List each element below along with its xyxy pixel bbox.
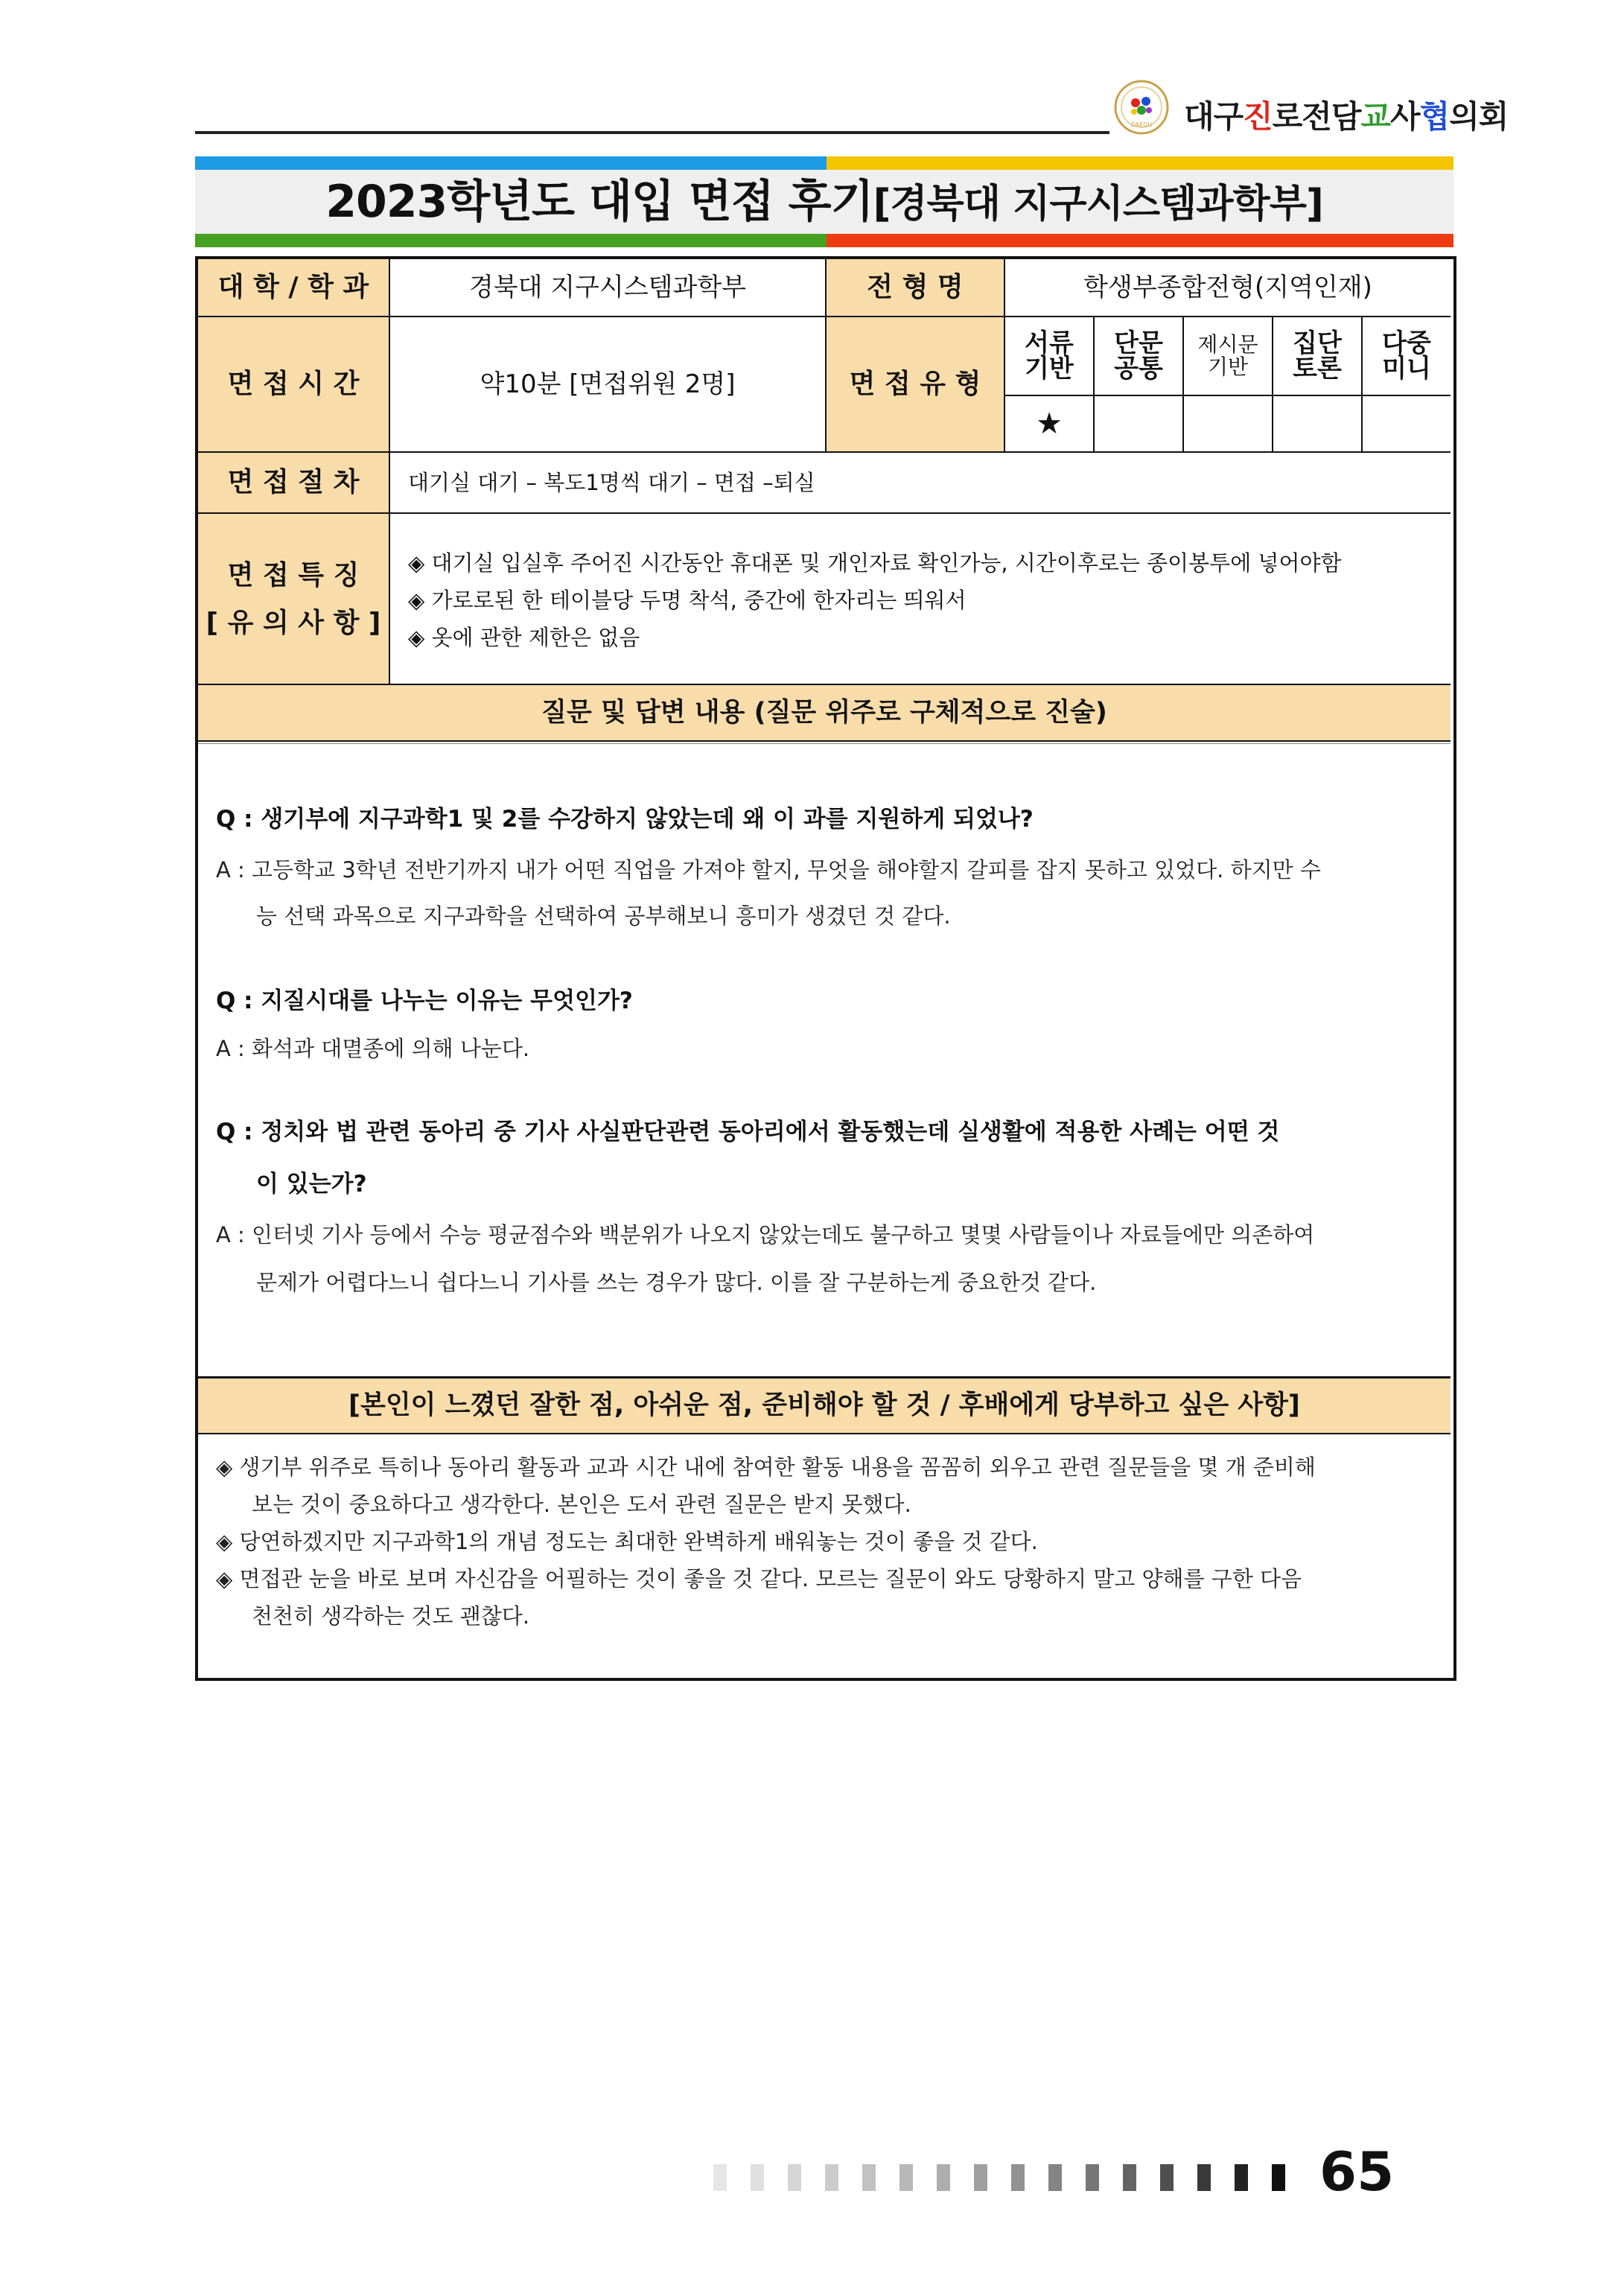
advice-section-header: [본인이 느꼈던 잘한 점, 아쉬운 점, 준비해야 할 것 / 후배에게 당부하고 싶은 사항] bbox=[348, 1390, 1300, 1420]
svg-text:DAEGU: DAEGU bbox=[1130, 121, 1153, 128]
page-marker-square bbox=[937, 2164, 950, 2191]
advice-item-cont: 보는 것이 중요하다고 생각한다. 본인은 도서 관련 질문은 받지 못했다. bbox=[252, 1492, 911, 1517]
page-marker-square bbox=[1011, 2164, 1025, 2191]
table-rule bbox=[198, 743, 1451, 744]
kind-label: 면 접 유 형 bbox=[849, 369, 981, 399]
type-value: 학생부종합전형(지역인재) bbox=[1083, 273, 1372, 302]
question-3-cont: 이 있는가? bbox=[256, 1171, 367, 1198]
org-name-part: 사 bbox=[1390, 98, 1420, 135]
org-name-part: 협 bbox=[1419, 98, 1450, 135]
question-2: Q : 지질시대를 나누는 이유는 무엇인가? bbox=[216, 988, 633, 1014]
kind-option-passage bbox=[1184, 334, 1272, 378]
qa-section-header: 질문 및 답변 내용 (질문 위주로 구체적으로 진술) bbox=[541, 698, 1107, 728]
kind-option-line: 제시문 bbox=[1197, 332, 1258, 357]
org-name-part: 교 bbox=[1360, 98, 1391, 135]
feature-item: ◈ 가로로된 한 테이블당 두명 착석, 중간에 한자리는 띄워서 bbox=[408, 588, 967, 613]
page-title bbox=[195, 170, 1453, 234]
time-value: 약10분 [면접위원 2명] bbox=[480, 369, 736, 399]
procedure-value: 대기실 대기 – 복도1명씩 대기 – 면접 –퇴실 bbox=[408, 470, 815, 495]
org-name-part: 대구 bbox=[1184, 98, 1244, 135]
advice-item-cont: 천천히 생각하는 것도 괜찮다. bbox=[252, 1603, 530, 1629]
page-marker-square bbox=[825, 2164, 838, 2191]
kind-option-short-common bbox=[1095, 328, 1182, 384]
kind-option-line: 미니 bbox=[1382, 354, 1431, 384]
kind-option-line: 단문 bbox=[1114, 328, 1163, 358]
page-title-main: 2023학년도 대입 면접 후기 bbox=[325, 176, 873, 228]
page-title-sub: [경북대 지구시스템과학부] bbox=[873, 182, 1323, 226]
question-3: Q : 정치와 법 관련 동아리 중 기사 사실판단관련 동아리에서 활동했는데 실생활에 적용한 사례는 어떤 것 bbox=[216, 1119, 1280, 1145]
page-marker-square bbox=[751, 2164, 764, 2191]
kind-option-line: 다중 bbox=[1382, 328, 1431, 358]
answer-1-line: 능 선택 과목으로 지구과학을 선택하여 공부해보니 흥미가 생겼던 것 같다. bbox=[256, 903, 951, 929]
type-label: 전 형 명 bbox=[867, 272, 964, 302]
features-sublabel: [ 유 의 사 항 ] bbox=[206, 608, 381, 638]
kind-option-line: 토론 bbox=[1293, 354, 1342, 384]
org-name-part: 로전담 bbox=[1272, 98, 1361, 135]
label-cell-bg bbox=[198, 514, 390, 684]
page-marker-square bbox=[1235, 2164, 1248, 2191]
kind-option-docs bbox=[1005, 328, 1093, 384]
advice-item: ◈ 생기부 위주로 특히나 동아리 활동과 교과 시간 내에 참여한 활동 내용을 꼼꼼히 외우고 관련 질문들을 몇 개 준비해 bbox=[216, 1454, 1316, 1480]
time-label: 면 접 시 간 bbox=[227, 369, 360, 399]
advice-item: ◈ 면접관 눈을 바로 보며 자신감을 어필하는 것이 좋을 것 같다. 모르는 질문이 와도 당황하지 말고 양해를 구한 다음 bbox=[216, 1566, 1302, 1591]
page-marker-square bbox=[1272, 2164, 1285, 2191]
page-marker-square bbox=[899, 2164, 913, 2191]
title-bar-yellow bbox=[827, 156, 1453, 170]
advice-item: ◈ 당연하겠지만 지구과학1의 개념 정도는 최대한 완벽하게 배워놓는 것이 좋을 것 같다. bbox=[216, 1529, 1038, 1554]
org-name bbox=[1184, 92, 1508, 137]
answer-1-line: A : 고등학교 3학년 전반기까지 내가 어떤 직업을 가져야 할지, 무엇을 해야할지 갈피를 잡지 못하고 있었다. 하지만 수 bbox=[216, 857, 1321, 883]
page-marker-square bbox=[862, 2164, 876, 2191]
univ-label: 대 학 / 학 과 bbox=[217, 272, 369, 302]
kind-mark: ★ bbox=[1036, 407, 1063, 441]
answer-2-line: A : 화석과 대멸종에 의해 나눈다. bbox=[216, 1036, 530, 1061]
kind-option-line: 집단 bbox=[1293, 328, 1342, 358]
page-marker-square bbox=[974, 2164, 987, 2191]
page-marker-square bbox=[1048, 2164, 1062, 2191]
table-rule bbox=[198, 740, 1451, 742]
answer-3-line: A : 인터넷 기사 등에서 수능 평균점수와 백분위가 나오지 않았는데도 불구하고 몇몇 사람들이나 자료들에만 의존하여 bbox=[216, 1222, 1315, 1247]
question-1: Q : 생기부에 지구과학1 및 2를 수강하지 않았는데 왜 이 과를 지원하게 되었나? bbox=[216, 806, 1034, 833]
kind-option-line: 기반 bbox=[1207, 354, 1249, 379]
kind-option-mmi bbox=[1363, 328, 1451, 384]
table-rule bbox=[198, 1433, 1451, 1434]
header-rule bbox=[195, 131, 1109, 134]
page-marker-square bbox=[713, 2164, 727, 2191]
answer-3-line: 문제가 어렵다느니 쉽다느니 기사를 쓰는 경우가 많다. 이를 잘 구분하는게 중요한것 같다. bbox=[256, 1270, 1097, 1295]
org-name-part: 의회 bbox=[1449, 98, 1509, 135]
page-marker-square bbox=[1086, 2164, 1099, 2191]
page-number: 65 bbox=[1319, 2140, 1395, 2203]
univ-value: 경북대 지구시스템과학부 bbox=[468, 273, 747, 302]
kind-option-line: 기반 bbox=[1025, 354, 1074, 384]
page-marker-square bbox=[788, 2164, 801, 2191]
page-marker-square bbox=[1123, 2164, 1136, 2191]
title-bar-blue bbox=[195, 156, 827, 170]
feature-item: ◈ 대기실 입실후 주어진 시간동안 휴대폰 및 개인자료 확인가능, 시간이후로는 종이봉투에 넣어야함 bbox=[408, 550, 1342, 576]
org-name-part: 진 bbox=[1243, 98, 1273, 135]
procedure-label: 면 접 절 차 bbox=[227, 467, 360, 497]
council-logo-icon bbox=[1113, 79, 1170, 136]
kind-option-line: 공통 bbox=[1114, 354, 1163, 384]
title-bar-green bbox=[195, 234, 827, 247]
title-bar-red bbox=[827, 234, 1453, 247]
table-rule bbox=[198, 512, 1451, 514]
feature-item: ◈ 옷에 관한 제한은 없음 bbox=[408, 625, 640, 650]
features-label: 면 접 특 징 bbox=[227, 560, 360, 591]
kind-option-line: 서류 bbox=[1025, 328, 1074, 358]
page-marker-square bbox=[1160, 2164, 1174, 2191]
kind-option-group bbox=[1273, 328, 1361, 384]
page-marker-square bbox=[1197, 2164, 1211, 2191]
